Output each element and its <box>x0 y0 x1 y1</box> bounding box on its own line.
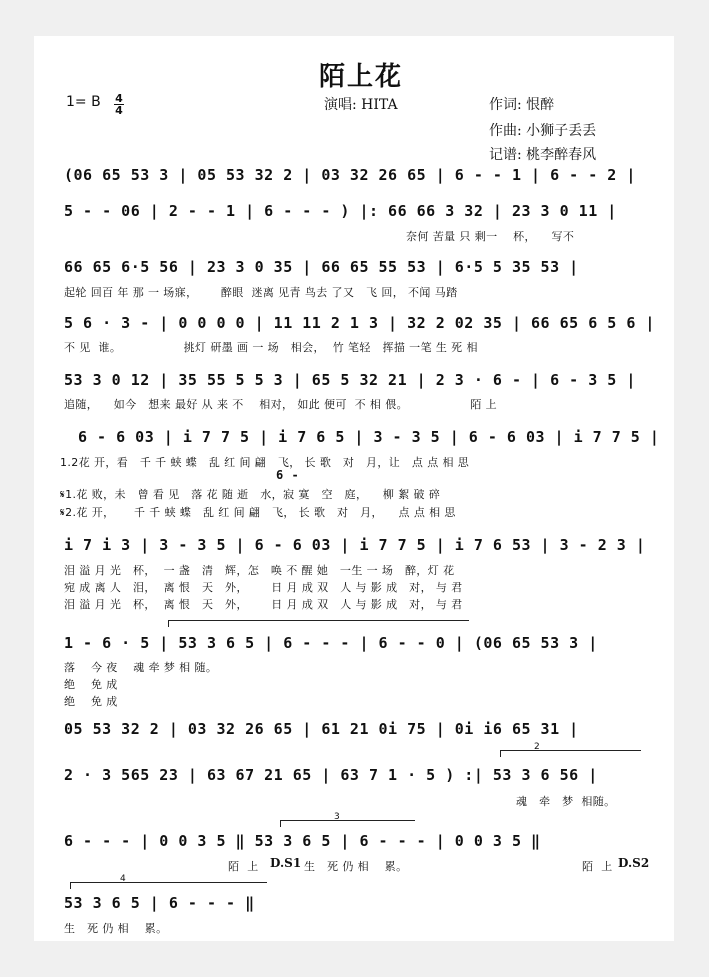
score-row-11-lyrics-b: 生 死 仍 相 累。 <box>304 860 408 873</box>
score-row-11-lyrics-a: 陌 上 <box>228 860 259 873</box>
score-row-6-alt-notes: 6 - <box>276 468 300 482</box>
score-row-2-notes: 5 - - 06 | 2 - - 1 | 6 - - - ) |: 66 66 3 32 | 23 3 0 11 | <box>64 202 617 220</box>
score-row-6-lyrics-1: 1.2花 开，看 千 千 蛱 蝶 乱 红 间 翩 飞， 长 歌 对 月，让 点 点 相 思 <box>60 456 470 469</box>
score-row-8-lyrics-2: 绝 免 成 <box>64 678 118 691</box>
score-row-10-lyrics: 魂 牵 梦 相随。 <box>516 795 616 808</box>
second-ending-label: 2 <box>534 742 540 752</box>
score-row-6-notes: 6 - 6 03 | i 7 7 5 | i 7 6 5 | 3 - 3 5 | 6 - 6 03 | i 7 7 5 | <box>78 428 660 446</box>
score-row-11-notes: 6 - - - | 0 0 3 5 ‖ 53 3 6 5 | 6 - - - | 0 0 3 5 ‖ <box>64 832 541 850</box>
score-row-8-lyrics-1: 落 今 夜 魂 牵 梦 相 随。 <box>64 661 218 674</box>
score-row-3-notes: 66 65 6·5 56 | 23 3 0 35 | 66 65 55 53 | 6·5 5 35 53 | <box>64 258 579 276</box>
song-title: 陌上花 <box>319 62 404 92</box>
score-row-12-notes: 53 3 6 5 | 6 - - - ‖ <box>64 894 255 912</box>
score-row-2-lyrics: 奈何 苦量 只 剩一 杯， 写不 <box>406 230 575 243</box>
ds2-mark: D.S2 <box>618 856 650 870</box>
singer: 演唱: HITA <box>324 97 398 113</box>
fourth-ending-label: 4 <box>120 874 126 884</box>
score-row-8-lyrics-3: 绝 免 成 <box>64 695 118 708</box>
score-row-7-lyrics-1: 泪 溢 月 光 杯， 一 盏 清 辉，怎 唤 不 醒 她 一生 一 场 醉，灯 花 <box>64 564 455 577</box>
score-row-1-notes: (06 65 53 3 | 05 53 32 2 | 03 32 26 65 | 6 - - 1 | 6 - - 2 | <box>64 166 636 184</box>
lyricist: 作词: 恨醉 <box>489 97 555 113</box>
score-row-12-lyrics: 生 死 仍 相 累。 <box>64 922 168 935</box>
transcriber: 记谱: 桃李醉春风 <box>489 147 597 163</box>
key-signature: 1= B <box>66 94 101 110</box>
score-row-7-lyrics-3: 泪 溢 月 光 杯， 离 恨 天 外， 日 月 成 双 人 与 影 成 对， 与 君 <box>64 598 463 611</box>
second-ending-bracket <box>500 750 641 757</box>
score-row-8-notes: 1 - 6 · 5 | 53 3 6 5 | 6 - - - | 6 - - 0 | (06 65 53 3 | <box>64 634 598 652</box>
third-ending-bracket <box>280 820 415 827</box>
score-row-11-lyrics-c: 陌 上 <box>582 860 613 873</box>
score-row-6-lyrics-2: 𝄋1.花 败，未 曾 看 见 落 花 随 逝 水，寂 寞 空 庭， 柳 絮 破 碎 <box>60 488 441 501</box>
score-row-6-lyrics-3: 𝄋2.花 开， 千 千 蛱 蝶 乱 红 间 翩 飞， 长 歌 对 月， 点 点 相 思 <box>60 506 456 519</box>
third-ending-label: 3 <box>334 812 340 822</box>
time-signature <box>114 93 124 116</box>
score-row-7-notes: i 7 i 3 | 3 - 3 5 | 6 - 6 03 | i 7 7 5 | i 7 6 53 | 3 - 2 3 | <box>64 536 646 554</box>
score-row-9-notes: 05 53 32 2 | 03 32 26 65 | 61 21 0i 75 | 0i i6 65 31 | <box>64 720 579 738</box>
score-row-3-lyrics: 起轮 回百 年 那 一 场寐， 醉眼 迷离 见青 鸟去 了又 飞 回， 不闻 马踏 <box>64 286 458 299</box>
score-row-10-notes: 2 · 3 565 23 | 63 67 21 65 | 63 7 1 · 5 ) :| 53 3 6 56 | <box>64 766 598 784</box>
score-row-5-notes: 53 3 0 12 | 35 55 5 5 3 | 65 5 32 21 | 2 3 · 6 - | 6 - 3 5 | <box>64 371 636 389</box>
score-sheet <box>34 36 674 941</box>
score-row-7-lyrics-2: 宛 成 离 人 泪， 离 恨 天 外， 日 月 成 双 人 与 影 成 对， 与 君 <box>64 581 463 594</box>
composer: 作曲: 小狮子丢丢 <box>489 123 597 139</box>
ds1-mark: D.S1 <box>270 856 302 870</box>
fourth-ending-bracket <box>70 882 267 889</box>
score-row-4-notes: 5 6 · 3 - | 0 0 0 0 | 11 11 2 1 3 | 32 2 02 35 | 66 65 6 5 6 | <box>64 314 655 332</box>
time-signature-bottom: 4 <box>115 104 123 117</box>
score-row-5-lyrics: 追随， 如今 想来 最好 从 来 不 相对， 如此 便可 不 相 偎。 陌 上 <box>64 398 498 411</box>
score-row-4-lyrics: 不 见 谁。 挑灯 研墨 画 一 场 相会， 竹 笔轻 挥描 一笔 生 死 相 <box>64 341 478 354</box>
time-signature-top: 4 <box>115 92 123 105</box>
first-ending-bracket <box>168 620 469 627</box>
